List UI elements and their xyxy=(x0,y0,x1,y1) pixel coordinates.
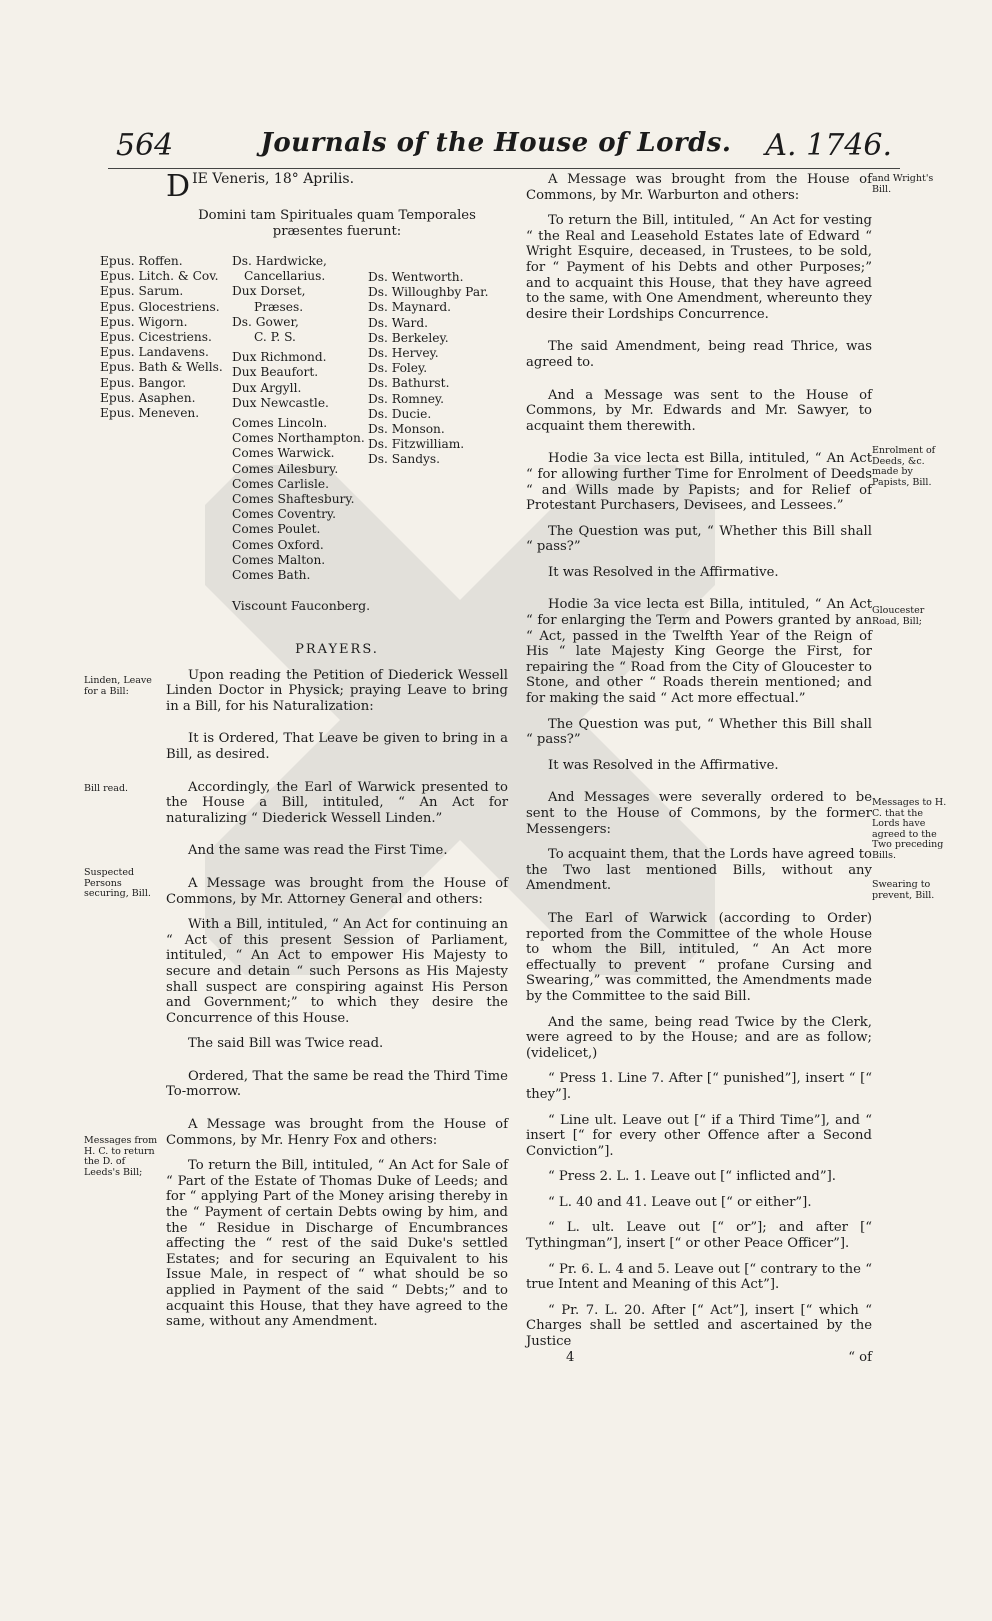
paragraph: It is Ordered, That Leave be given to bring in a Bill, as desired. xyxy=(166,731,508,762)
lord-entry: Epus. Glocestriens. xyxy=(100,299,220,314)
paragraph: And the same was read the First Time. xyxy=(188,843,448,859)
lord-entry: C. P. S. xyxy=(254,330,296,345)
lord-entry: Dux Dorset, xyxy=(232,284,306,299)
margin-note: and Wright's Bill. xyxy=(872,173,934,195)
paragraph: The Earl of Warwick (according to Order) reported from the Committee of the whole House to whom the Bill, intituled, “ An Act more effectually to prevent “ profane Cursing and Swearing,” was committed, the Amendments made by the Committee to the said Bill. xyxy=(526,910,872,1004)
paragraph: Accordingly, the Earl of Warwick presented to the House a Bill, intituled, “ An Act for naturalizing “ Diederick Wessell Linden.” xyxy=(166,779,508,826)
left-column-body xyxy=(166,642,508,1330)
lord-entry: Comes Shaftesbury. xyxy=(232,492,355,507)
margin-note: Swearing to prevent, Bill. xyxy=(872,879,935,901)
page-header xyxy=(0,128,992,168)
margin-note: Messages to H. C. that the Lords have agreed to the Two preceding Bills. xyxy=(872,797,947,861)
margin-note: Messages from H. C. to return the D. of Leeds's Bill; xyxy=(84,1135,158,1178)
paragraph: With a Bill, intituled, “ An Act for continuing an “ Act of this present Session of Parliament, intituled, “ An Act to empower His Majesty to secure and detain “ such Persons as His Majesty shall suspect are conspiring against His Person and Government;” to which they desire the Concurrence of this House. xyxy=(166,917,508,1026)
lord-entry: Comes Bath. xyxy=(232,568,311,583)
margin-note: Enrolment of Deeds, &c. made by Papists, Bill. xyxy=(872,445,936,488)
present-line: Domini tam Spirituales quam Temporales præsentes fuerunt: xyxy=(198,208,476,239)
paragraph: It was Resolved in the Affirmative. xyxy=(548,564,779,580)
lord-entry: Ds. Berkeley. xyxy=(368,330,449,345)
catchword-line xyxy=(526,1350,872,1366)
dropcap: D xyxy=(166,169,191,204)
lord-entry: Ds. Hardwicke, xyxy=(232,254,327,268)
lord-entry: Comes Poulet. xyxy=(232,522,321,537)
paragraph: The said Amendment, being read Thrice, was agreed to. xyxy=(526,339,872,370)
paragraph: To return the Bill, intituled, “ An Act for Sale of “ Part of the Estate of Thomas Duke of Leeds; and for “ applying Part of the Money arising thereby in the “ Payment of certain Debts owing by him, and the “ Residue in Discharge of Encumbrances affecting the “ rest of the said Duke's settled Estates; and for securing an Equivalent to his Issue Male, in respect of “ what should be so applied in Payment of the said “ Debts;” and to acquaint this House, that they have agreed to the same, without any Amendment. xyxy=(166,1158,508,1330)
lord-entry: Ds. Hervey. xyxy=(368,346,439,361)
lord-entry: Comes Malton. xyxy=(232,552,326,567)
header-rule xyxy=(108,168,900,169)
lord-entry: Ds. Ward. xyxy=(368,315,429,330)
lord-entry: Epus. Cicestriens. xyxy=(100,330,212,345)
left-column xyxy=(166,169,508,239)
lord-entry: Dux Newcastle. xyxy=(232,395,329,410)
lord-entry: Ds. Maynard. xyxy=(368,300,452,315)
margin-note: Gloucester Road, Bill; xyxy=(872,605,925,627)
lord-entry: Ds. Monson. xyxy=(368,422,445,437)
paragraph: “ L. ult. Leave out [“ or”]; and after [“ Tythingman”], insert [“ or other Peace Officer”]. xyxy=(526,1220,872,1252)
page-year: A. 1746. xyxy=(765,128,892,163)
paragraph: Hodie 3a vice lecta est Billa, intituled, “ An Act “ for enlarging the Term and Powers granted by an “ Act, passed in the Twelfth Year of the Reign of His “ late Majesty King George the First, for repairing the “ Road from the City of Gloucester to Stone, and other “ Roads therein mentioned; and for making the said “ Act more effectual.” xyxy=(526,597,872,707)
lord-entry: Ds. Willoughby Par. xyxy=(368,285,489,300)
lord-entry: Epus. Bangor. xyxy=(100,375,187,390)
right-column xyxy=(526,172,872,1366)
lord-entry: Ds. Sandys. xyxy=(368,452,441,467)
paragraph: To acquaint them, that the Lords have agreed to the Two last mentioned Bills, without any Amendment. xyxy=(526,847,872,894)
lord-entry: Dux Richmond. xyxy=(232,350,327,365)
paragraph: To return the Bill, intituled, “ An Act for vesting “ the Real and Leasehold Estates late of Edward “ Wright Esquire, deceased, in Trustees, to be sold, for “ Payment of his Debts and other Purposes;” and to acquaint this House, that they have agreed to the same, with One Amendment, whereunto they desire their Lordships Concurrence. xyxy=(526,213,872,322)
lords-list-officers xyxy=(232,254,365,583)
lord-entry: Epus. Meneven. xyxy=(100,406,200,421)
paragraph: The Question was put, “ Whether this Bill shall “ pass?” xyxy=(526,716,872,748)
lords-list-barons xyxy=(368,270,488,468)
margin-note: Suspected Persons securing, Bill. xyxy=(84,867,151,899)
paragraph: “ Press 1. Line 7. After [“ punished”], insert “ [“ they”]. xyxy=(526,1071,872,1102)
lord-entry: Epus. Sarum. xyxy=(100,284,184,299)
lord-entry: Dux Argyll. xyxy=(232,380,302,395)
paragraph: A Message was brought from the House of Commons, by Mr. Henry Fox and others: xyxy=(166,1117,508,1148)
paragraph: “ Pr. 6. L. 4 and 5. Leave out [“ contrary to the “ true Intent and Meaning of this Act”]. xyxy=(526,1261,872,1293)
lord-entry: Cancellarius. xyxy=(244,269,326,284)
page-number: 564 xyxy=(116,128,174,163)
paragraph: A Message was brought from the House of Commons, by Mr. Attorney General and others: xyxy=(166,875,508,907)
paragraph: Hodie 3a vice lecta est Billa, intituled, “ An Act “ for allowing further Time for Enrolment of Deeds “ and Wills made by Papists; and for Relief of Protestant Purchasers, Devisees, and Lessees.” xyxy=(526,451,872,514)
session-date xyxy=(166,169,508,204)
paragraph: And a Message was sent to the House of Commons, by Mr. Edwards and Mr. Sawyer, to acquaint them therewith. xyxy=(526,387,872,434)
lord-entry: Epus. Roffen. xyxy=(100,254,183,268)
lord-entry: Comes Lincoln. xyxy=(232,416,328,431)
paragraph: It was Resolved in the Affirmative. xyxy=(548,757,779,773)
lord-entry: Comes Coventry. xyxy=(232,507,337,522)
lord-entry: Ds. Bathurst. xyxy=(368,376,450,391)
paragraph: And the same, being read Twice by the Clerk, were agreed to by the House; and are as follow; (videlicet,) xyxy=(526,1014,872,1061)
lord-entry: Comes Ailesbury. xyxy=(232,461,339,476)
date-line: IE Veneris, 18° Aprilis. xyxy=(192,171,355,187)
lord-entry: Comes Oxford. xyxy=(232,537,324,552)
lord-entry: Epus. Asaphen. xyxy=(100,390,196,405)
lord-entry: Comes Warwick. xyxy=(232,446,335,461)
lord-entry: Dux Beaufort. xyxy=(232,365,319,380)
paragraph: The Question was put, “ Whether this Bill shall “ pass?” xyxy=(526,523,872,555)
lord-entry: Ds. Gower, xyxy=(232,314,299,329)
lord-entry: Ds. Fitzwilliam. xyxy=(368,437,465,452)
lord-entry: Ds. Ducie. xyxy=(368,406,432,421)
lord-entry: Ds. Foley. xyxy=(368,361,428,376)
lord-entry: Comes Carlisle. xyxy=(232,476,330,491)
lords-list-bishops xyxy=(100,254,223,421)
paragraph: Ordered, That the same be read the Third Time To-morrow. xyxy=(166,1068,508,1100)
margin-note: Bill read. xyxy=(84,783,129,794)
signature-mark: 4 xyxy=(566,1349,575,1365)
lord-entry: Ds. Romney. xyxy=(368,391,445,406)
paragraph: “ Press 2. L. 1. Leave out [“ inflicted and”]. xyxy=(548,1169,836,1185)
catchword: “ of xyxy=(848,1349,872,1365)
margin-note: Linden, Leave for a Bill: xyxy=(84,675,152,697)
lord-entry: Epus. Bath & Wells. xyxy=(100,360,223,375)
paragraph: Upon reading the Petition of Diederick Wessell Linden Doctor in Physick; praying Leave to bring in a Bill, for his Naturalization: xyxy=(166,667,508,714)
paragraph: And Messages were severally ordered to be sent to the House of Commons, by the former Messengers: xyxy=(526,790,872,837)
lord-entry: Comes Northampton. xyxy=(232,431,365,446)
lord-entry: Ds. Wentworth. xyxy=(368,270,464,284)
paragraph: “ Pr. 7. L. 20. After [“ Act”], insert [“ which “ Charges shall be settled and ascertained by the Justice xyxy=(526,1302,872,1350)
paragraph: “ L. 40 and 41. Leave out [“ or either”]. xyxy=(548,1194,812,1210)
lord-entry: Epus. Litch. & Cov. xyxy=(100,269,219,284)
lord-entry: Præses. xyxy=(254,299,304,314)
paragraph: The said Bill was Twice read. xyxy=(188,1036,384,1052)
lord-entry: Epus. Wigorn. xyxy=(100,314,188,329)
paragraph: “ Line ult. Leave out [“ if a Third Time”], and “ insert [“ for every other Offence after a Second Conviction”]. xyxy=(526,1112,872,1159)
prayers-heading: PRAYERS. xyxy=(295,642,379,657)
journal-title: Journals of the House of Lords. xyxy=(260,128,732,158)
paragraph: A Message was brought from the House of Commons, by Mr. Warburton and others: xyxy=(526,172,872,203)
viscount-entry: Viscount Fauconberg. xyxy=(232,598,371,613)
lord-entry: Epus. Landavens. xyxy=(100,345,209,360)
